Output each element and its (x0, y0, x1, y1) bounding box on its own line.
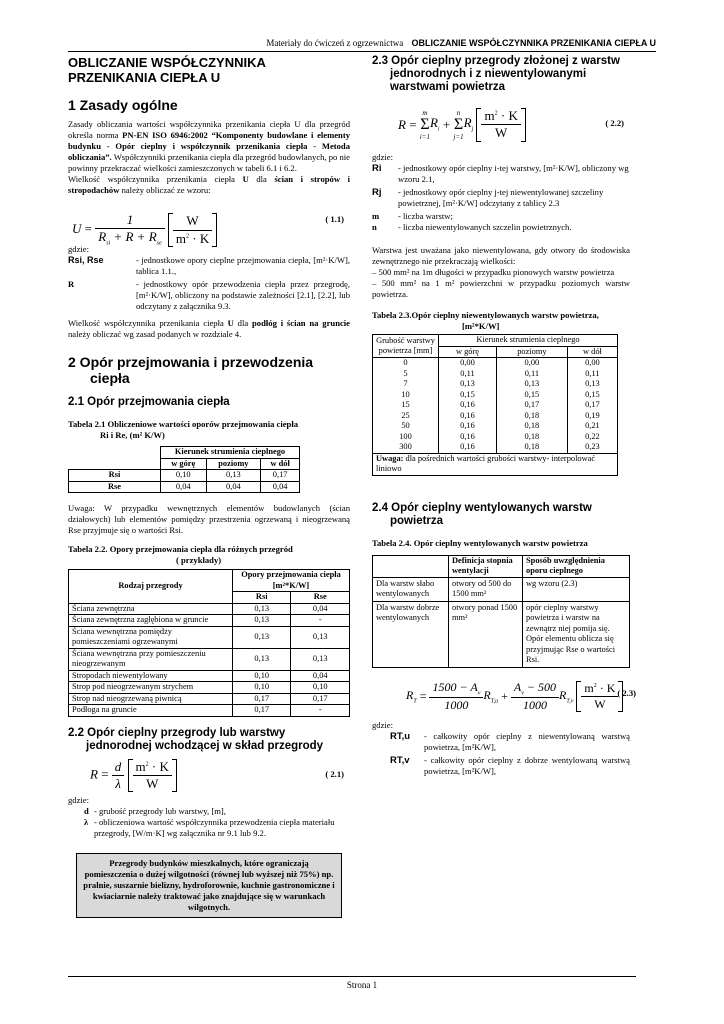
table-2-2-row-label: Podłoga na gruncie (69, 705, 233, 717)
table-cell: 0,16 (439, 400, 497, 411)
table-cell: opór cieplny warstwy powietrza i warstw na zewnątrz niej pomija się. Opór elementu oblicza się przyjmując Rse o wartości Rsi. (523, 601, 630, 667)
table-cell: Dla warstw słabo wentylowanych (373, 577, 449, 601)
table-cell: 0,13 (233, 603, 291, 615)
table-2-1-row-label: Rsi (69, 470, 161, 482)
table-2-2-row-label: Ściana zewnętrzna zagłębiona w gruncie (69, 615, 233, 627)
table-cell: 25 (373, 411, 439, 422)
table-cell: 0,17 (261, 470, 300, 482)
table-cell: 0,15 (496, 390, 567, 401)
table-2-3-col-header: poziomy (496, 346, 567, 358)
table-row (69, 648, 350, 670)
section-1-heading: 1 Zasady ogólne (68, 97, 178, 113)
table-cell: 0,11 (496, 369, 567, 380)
table-cell: 0,16 (439, 432, 497, 443)
table-row (69, 603, 350, 615)
table-row (373, 432, 618, 443)
table-2-2-caption: Tabela 2.2. Opory przejmowania ciepła dla różnych przegród ( przykłady) (68, 544, 293, 565)
table-cell: otwory ponad 1500 mm² (449, 601, 523, 667)
table-cell: 0,13 (206, 470, 261, 482)
left-column (68, 55, 350, 918)
s23-definitions: gdzie: Ri - jednostkowy opór cieplny i-tej warstwy, [m²·K/W], obliczony wg wzoru 2.1, Rj - jednostkowy opór cieplny j-tej niewentylowanej szczeliny powietrznej, [m²·K/W] odczytany z tablicy 2.3 m - liczba warstw; n - liczba niewentylowanych szczelin powietrznych. (372, 152, 629, 232)
table-cell: 0,13 (233, 626, 291, 648)
table-row (69, 682, 350, 694)
page-number: Strona 1 (346, 980, 378, 990)
table-2-2-row-label: Ściana wewnętrzna pomiędzy pomieszczeniami ogrzewanymi (69, 626, 233, 648)
table-cell: 0,22 (567, 432, 617, 443)
table-cell: 300 (373, 442, 439, 453)
table-2-4-caption: Tabela 2.4. Opór cieplny wentylowanych warstw powietrza (372, 537, 588, 548)
section-2-4-heading: 2.4 Opór cieplny wentylowanych warstw powietrza (372, 501, 592, 527)
table-cell: 0,13 (233, 615, 291, 627)
humid-rooms-note-box: Przegrody budynków mieszkalnych, które ograniczają pomieszczenia o dużej wilgotności (równej lub wyższej niż 75%) np. pralnie, suszarnie bielizny, hydroforownie, kuchnie gastronomiczne i kwiaciarnie należy traktować jako znajdujące się w warunkach wilgotnych. (76, 853, 342, 918)
table-2-2-row-label: Ściana zewnętrzna (69, 603, 233, 615)
table-row (373, 577, 630, 601)
table-row (373, 442, 618, 453)
table-cell: 0,15 (439, 390, 497, 401)
formula-2-2-number: ( 2.2) (605, 118, 624, 128)
table-cell: 0,16 (439, 421, 497, 432)
table-cell: 0,04 (261, 481, 300, 493)
table-cell: 5 (373, 369, 439, 380)
table-cell: 0,13 (567, 379, 617, 390)
table-cell: 0,18 (496, 432, 567, 443)
table-cell: 7 (373, 379, 439, 390)
s1-paragraph-3: Wielkość współczynnika przenikania ciepła U dla podłóg i ścian na gruncie należy obliczać wg zasad podanych w rozdziale 4. (68, 318, 350, 339)
table-cell: 0,13 (233, 648, 291, 670)
table-cell: - (291, 615, 350, 627)
table-row (69, 670, 350, 682)
table-2-2-row-label: Stropodach niewentylowany (69, 670, 233, 682)
formula-2-1-number: ( 2.1) (325, 768, 344, 779)
header-left: Materiały do ćwiczeń z ogrzewnictwa (266, 38, 404, 48)
s2-definitions: gdzie: d - grubość przegrody lub warstwy, [m], λ - obliczeniowa wartość współczynnika przewodzenia ciepła materiału przegrody, [W/m·K] wg załącznika nr 9.1 lub 9.2. (68, 794, 335, 838)
table-2-1-caption: Tabela 2.1 Obliczeniowe wartości oporów przejmowania ciepła Ri i Re, (m² K/W) (68, 419, 299, 440)
table-2-1-col-header: w dół (261, 458, 300, 470)
table-2-3-caption: Tabela 2.3.Opór cieplny niewentylowanych warstw powietrza, [m²*K/W] (372, 310, 599, 331)
table-row (373, 601, 630, 667)
table-cell: 0,16 (439, 411, 497, 422)
table-row (69, 626, 350, 648)
table-cell: 0,21 (567, 421, 617, 432)
table-2-2-row-label: Ściana wewnętrzna przy pomieszczeniu nieogrzewanym (69, 648, 233, 670)
table-cell: 0,04 (206, 481, 261, 493)
table-cell: 0,17 (233, 705, 291, 717)
table-2-2-row-label: Strop pod nieogrzewanym strychem (69, 682, 233, 694)
table-cell: 0,18 (496, 411, 567, 422)
table-2-3-col-header: w dół (567, 346, 617, 358)
table-cell: 0,13 (439, 379, 497, 390)
table-row (373, 369, 618, 380)
formula-2-3-number: ( 2.3) (617, 687, 636, 698)
table-2-3-note: Uwaga: dla pośrednich wartości grubości warstwy- interpolować liniowo (373, 453, 618, 475)
table-cell: 0,10 (291, 682, 350, 694)
section-2-3-heading: 2.3 Opór cieplny przegrody złożonej z warstw jednorodnych i z niewentylowanymi warstwami powietrza (372, 55, 620, 93)
table-cell: 0,17 (567, 400, 617, 411)
table-cell: 10 (373, 390, 439, 401)
table-cell: 0,04 (291, 670, 350, 682)
table-cell: 0,17 (233, 693, 291, 705)
table-row (69, 615, 350, 627)
table-cell: 0,11 (439, 369, 497, 380)
table-cell: 0,16 (439, 442, 497, 453)
table-cell: 100 (373, 432, 439, 443)
table-cell: 15 (373, 400, 439, 411)
s1-paragraph-1: Zasady obliczania wartości współczynnika przenikania ciepła U dla przegród określa norma PN-EN ISO 6946:2002 “Komponenty budowlane i elementy budynku - Opór cieplny i współczynnik przenikania ciepła - Metoda obliczania”. Współczynniki przenikania ciepła dla przegród budowlanych, po nie powinny przekraczać wielkości zamieszczonych w tabeli 6.1 i 6.2. (68, 119, 350, 173)
s23-paragraph: Warstwa jest uważana jako niewentylowana, gdy otwory do środowiska zewnętrznego nie przekraczają wielkości: (372, 245, 630, 266)
page-header (68, 38, 656, 52)
table-cell: 0 (373, 358, 439, 369)
s23-list-item-2: – 500 mm² na 1 m² powierzchni w przypadku poziomych warstw powietrza. (372, 278, 630, 299)
table-2-1-col-header: poziomy (206, 458, 261, 470)
footer-rule (68, 976, 636, 977)
table-cell: 0,17 (496, 400, 567, 411)
table-cell: wg wzoru (2.3) (523, 577, 630, 601)
table-cell: - (291, 705, 350, 717)
table-row (373, 390, 618, 401)
table-2-3: Grubość warstwy powietrza [mm] Kierunek strumienia cieplnego w górę poziomy w dół 0 0,00 0,00 0,00 5 0,11 0,11 0,11 7 0,13 0,13 0,13 10 0,15 0,15 0,15 15 0,16 0,17 0,17 25 0,16 0,18 0,19 50 0,16 0,18 0,21 100 0,16 0,18 0,22 300 0,16 0,18 0,23 Uwaga: dla pośrednich wartości grubości warstwy- interpolować liniowo (372, 334, 618, 476)
table-row (69, 705, 350, 717)
section-2-2-heading: 2.2 Opór cieplny przegrody lub warstwy jednorodnej wchodzącej w skład przegrody (68, 726, 324, 752)
table-2-4: Definicja stopnia wentylacji Sposób uwzględnienia oporu cieplnego Dla warstw słabo wentylowanych otwory od 500 do 1500 mm² wg wzoru (2.3) Dla warstw dobrze wentylowanych otwory ponad 1500 mm² opór cieplny warstwy powietrza i warstw na zewnątrz niej pomija się. Opór elementu oblicza się przyjmując Rse o wartości Rsi. (372, 555, 630, 668)
table-cell: 0,13 (496, 379, 567, 390)
table-row (373, 379, 618, 390)
table-row (373, 411, 618, 422)
formula-2-3: $R_T$ = $\frac{1500 - A_v}{1000}$ $R_{T,u}$ + $\frac{A_v - 500}{1000}$ $R_{T,v}$ $\frac{m^2 \cdot K}{W}$ ( 2.3) (406, 679, 636, 713)
table-cell: 0,19 (567, 411, 617, 422)
table-2-2-row-label: Strop nad nieogrzewaną piwnicą (69, 693, 233, 705)
table-row (69, 470, 300, 482)
note-rse: Uwaga: W przypadku wewnętrznych elementów budowlanych (ścian działowych) lub elementów pomiędzy przestrzenia ogrzewaną i nieogrzewaną Rse przyjmuje się o wartości Rsi. (68, 503, 350, 535)
section-2-heading: 2 Opór przejmowania i przewodzenia ciepła (68, 354, 314, 386)
table-row (373, 400, 618, 411)
formula-1-1: U = $\frac{1}{R_{si} + R + R_{se}}$ $\frac{W}{m^2 \cdot K}$ ( 1.1) (72, 212, 344, 247)
table-2-2: Rodzaj przegrody Opory przejmowania ciepła [m²*K/W] Rsi Rse Ściana zewnętrzna 0,13 0,04 Ściana zewnętrzna zagłębiona w gruncie 0,13 - Ściana wewnętrzna pomiędzy pomieszczeniami ogrzewanymi 0,13 0,13 Ściana wewnętrzna przy pomieszczeniu nieogrzewanym 0,13 0,13 Stropodach niewentylowany 0,10 0,04 Strop pod nieogrzewanym strychem 0,10 0,10 Strop nad nieogrzewaną piwnicą 0,17 0,17 Podłoga na gruncie 0,17 - (68, 569, 350, 717)
right-column (372, 55, 636, 777)
table-cell: 0,23 (567, 442, 617, 453)
s24-definitions: gdzie: RT,u - całkowity opór cieplny z niewentylowaną warstwą powietrza, [m²K/W], RT,v - całkowity opór cieplny z dobrze wentylowaną warstwą powietrza, [m²K/W], (372, 719, 630, 776)
table-cell: 0,04 (291, 603, 350, 615)
table-row (373, 358, 618, 369)
table-cell: 0,18 (496, 421, 567, 432)
section-2-1-heading: 2.1 Opór przejmowania ciepła (68, 396, 230, 408)
s1-definitions: gdzie: Rsi, Rse - jednostkowe opory cieplne przejmowania ciepła, [m²·K/W], tablica 1.1., R - jednostkowy opór przewodzenia ciepła przez przegrodę, [m²·K/W], obliczony na podstawie zależności [2.1], [2.2], lub odczytany z załącznika 9.3. (68, 244, 350, 311)
table-cell: Dla warstw dobrze wentylowanych (373, 601, 449, 667)
table-cell: 0,18 (496, 442, 567, 453)
table-2-3-col-header: w górę (439, 346, 497, 358)
table-cell: 0,15 (567, 390, 617, 401)
table-cell: 0,00 (439, 358, 497, 369)
header-right: OBLICZANIE WSPÓŁCZYNNIKA PRZENIKANIA CIEPŁA U (411, 38, 656, 48)
table-cell: 0,00 (567, 358, 617, 369)
document-title: OBLICZANIE WSPÓŁCZYNNIKA PRZENIKANIA CIEPŁA U (68, 55, 266, 85)
table-row (69, 481, 300, 493)
table-cell: 0,10 (233, 682, 291, 694)
formula-2-1: R = $\frac{d}{\lambda}$ $\frac{m^2 \cdot K}{W}$ ( 2.1) (90, 758, 344, 791)
formula-1-1-number: ( 1.1) (325, 214, 344, 224)
table-cell: 0,04 (161, 481, 207, 493)
formula-2-2: R = m Σ i=1 $R_i$ + n Σ j=1 $R_j$ $\frac{m^2 \cdot K}{W}$ ( 2.2) (398, 108, 624, 141)
s23-list-item-1: – 500 mm² na 1m długości w przypadku pionowych warstw powietrza (372, 267, 615, 277)
table-cell: 0,17 (291, 693, 350, 705)
table-row (373, 421, 618, 432)
table-cell: 0,10 (233, 670, 291, 682)
table-2-1-col-header: w górę (161, 458, 207, 470)
s1-paragraph-2: Wielkość współczynnika przenikania ciepła U dla ścian i stropów i stropodachów należy obliczać ze wzoru: (68, 174, 351, 195)
table-cell: 0,10 (161, 470, 207, 482)
table-2-1-row-label: Rse (69, 481, 161, 493)
table-cell: 0,11 (567, 369, 617, 380)
table-cell: otwory od 500 do 1500 mm² (449, 577, 523, 601)
table-cell: 0,13 (291, 626, 350, 648)
table-cell: 0,13 (291, 648, 350, 670)
table-cell: 0,00 (496, 358, 567, 369)
table-row (69, 693, 350, 705)
table-cell: 50 (373, 421, 439, 432)
table-2-1: Kierunek strumienia cieplnego w górę poziomy w dół Rsi 0,10 0,13 0,17 Rse 0,04 0,04 0,04 (68, 446, 300, 493)
